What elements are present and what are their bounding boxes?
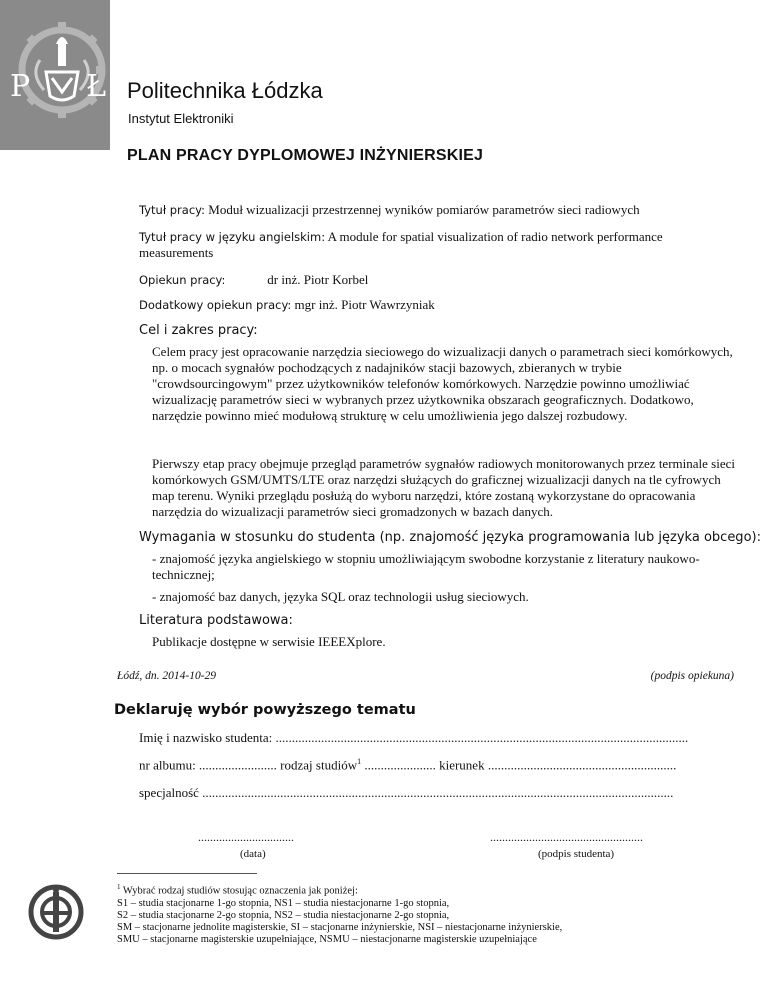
goal-paragraph-1: Celem pracy jest opracowanie narzędzia sieciowego do wizualizacji danych o parametrach sieci komórkowych, np. o mocach sygnałów pochodzących z nadajników stacji bazowych, zbieranych w trybie "crowdsourcingowym" przez użytkowników telefonów komórkowych. Narzędzie powinno umożliwiać wizualizację parametrów sieci w wybranych przez użytkownika obszarach geograficznych. Dodatkowo, narzędzie powinno mieć modułową strukturę w celu umożliwienia jego dalszej rozbudowy. bbox=[152, 344, 733, 423]
thesis-title-en-2: measurements bbox=[139, 245, 214, 260]
university-name: Politechnika Łódzka bbox=[127, 78, 323, 103]
thesis-title-en-1: A module for spatial visualization of radio network performance bbox=[327, 229, 663, 244]
svg-text:P: P bbox=[10, 69, 31, 104]
declaration-title: Deklaruję wybór powyższego tematu bbox=[114, 702, 416, 718]
footnote-line-2: S1 – studia stacjonarne 1-go stopnia, NS1 – studia niestacjonarne 1-go stopnia, bbox=[117, 897, 450, 909]
thesis-title-en-label: Tytuł pracy w języku angielskim: bbox=[139, 230, 326, 244]
requirement-2: - znajomość baz danych, języka SQL oraz technologii usług sieciowych. bbox=[152, 589, 529, 604]
date-dots[interactable]: ................................ bbox=[198, 830, 294, 844]
footnote-line-4: SM – stacjonarne jednolite magisterskie, SI – stacjonarne inżynierskie, NSI – niestacjonarne inżynierskie, bbox=[117, 921, 563, 933]
footnote-line-1-text: Wybrać rodzaj studiów stosując oznaczenia jak poniżej: bbox=[120, 885, 358, 897]
footnote bbox=[117, 881, 757, 946]
footnote-line-5: SMU – stacjonarne magisterskie uzupełniające, NSMU – niestacjonarne magisterskie uzupełniające bbox=[117, 933, 537, 945]
pl-emblem-icon bbox=[0, 0, 110, 150]
supervisor-name: dr inż. Piotr Korbel bbox=[267, 272, 369, 287]
student-name-line[interactable]: Imię i nazwisko studenta: ............................................................................................................................... bbox=[139, 730, 689, 745]
album-line-start: nr albumu: ........................ rodzaj studiów bbox=[139, 757, 358, 773]
literature-item-1: Publikacje dostępne w serwisie IEEEXplore. bbox=[152, 634, 386, 649]
date-line: Łódź, dn. 2014-10-29 bbox=[117, 670, 217, 682]
co-supervisor-row bbox=[139, 297, 435, 313]
footnote-divider bbox=[117, 873, 257, 874]
requirement-1: - znajomość języka angielskiego w stopniu umożliwiającym swobodne korzystanie z literatury naukowo-technicznej; bbox=[152, 551, 700, 582]
album-line[interactable] bbox=[139, 757, 739, 773]
thesis-title-en-row bbox=[139, 229, 663, 261]
svg-text:Ł: Ł bbox=[86, 69, 107, 104]
student-signature-caption: (podpis studenta) bbox=[538, 848, 615, 860]
ie-logo-icon bbox=[28, 884, 84, 940]
footnote-line-1 bbox=[117, 881, 757, 898]
supervisor-label: Opiekun pracy: bbox=[139, 273, 226, 287]
co-supervisor-name: mgr inż. Piotr Wawrzyniak bbox=[294, 297, 435, 312]
page-title: PLAN PRACY DYPLOMOWEJ INŻYNIERSKIEJ bbox=[127, 147, 484, 164]
co-supervisor-label: Dodatkowy opiekun pracy: bbox=[139, 298, 292, 312]
student-signature-dots[interactable]: ................................................... bbox=[490, 830, 643, 844]
footnote-line-3: S2 – studia stacjonarne 2-go stopnia, NS2 – studia niestacjonarne 2-go stopnia, bbox=[117, 909, 450, 921]
sidebar bbox=[0, 0, 110, 994]
thesis-title-row bbox=[139, 202, 640, 218]
thesis-title: Moduł wizualizacji przestrzennej wyników pomiarów parametrów sieci radiowych bbox=[208, 202, 640, 217]
requirements-label: Wymagania w stosunku do studenta (np. znajomość języka programowania lub języka obcego): bbox=[139, 530, 761, 545]
literature-label: Literatura podstawowa: bbox=[139, 613, 293, 628]
supervisor-row bbox=[139, 272, 368, 288]
thesis-title-label: Tytuł pracy: bbox=[139, 203, 206, 217]
album-line-end: ...................... kierunek .......................................................... bbox=[361, 757, 677, 773]
album-footnote-ref: 1 bbox=[357, 757, 362, 766]
goal-label: Cel i zakres pracy: bbox=[139, 323, 258, 338]
date-caption: (data) bbox=[240, 848, 266, 860]
supervisor-signature-caption: (podpis opiekuna) bbox=[650, 670, 734, 682]
logo-panel bbox=[0, 0, 110, 150]
institute-name: Instytut Elektroniki bbox=[128, 111, 234, 126]
footnote-number: 1 bbox=[117, 883, 121, 891]
specialization-line[interactable]: specjalność ................................................................................................................................................. bbox=[139, 785, 674, 800]
goal-paragraph-2: Pierwszy etap pracy obejmuje przegląd parametrów sygnałów radiowych monitorowanych przez terminale sieci komórkowych GSM/UMTS/LTE oraz narzędzi służących do graficznej wizualizacji danych na tle cyfrowych map terenu. Wyniki przeglądu posłużą do wyboru narzędzi, które zostaną wykorzystane do opracowania narzędzia do wizualizacji parametrów sieci gromadzonych w bazach danych. bbox=[152, 456, 735, 519]
